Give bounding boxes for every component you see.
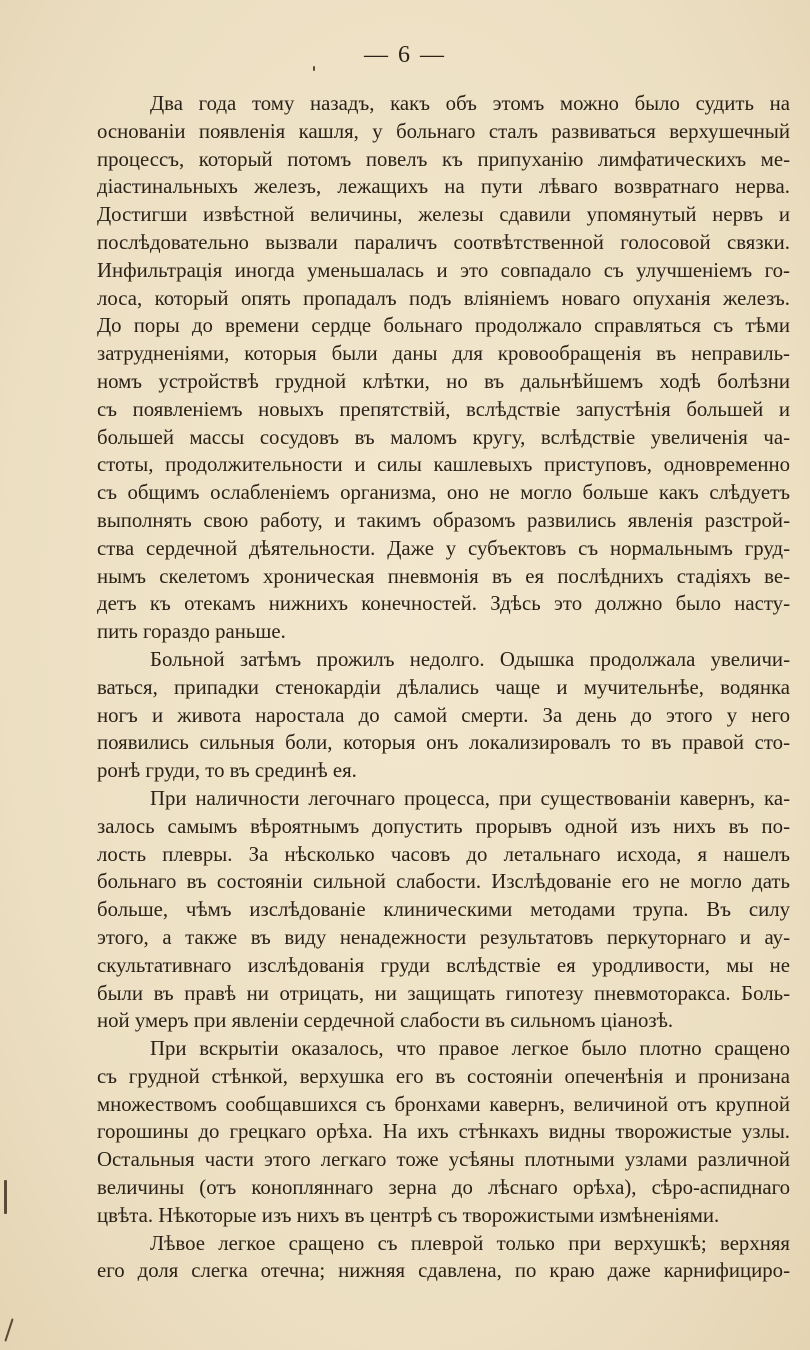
text-line: процессъ, который потомъ повелъ къ припуханію лимфатическихъ ме- bbox=[97, 147, 790, 171]
text-line: съ общимъ ослабленіемъ организма, оно не могло больше какъ слѣдуетъ bbox=[97, 481, 790, 505]
text-line: большей массы сосудовъ въ маломъ кругу, вслѣдствіе увеличенія ча- bbox=[97, 425, 790, 449]
text-line: больше, чѣмъ изслѣдованіе клиническими методами трупа. Въ силу bbox=[97, 898, 790, 922]
text-line: послѣдовательно вызвали параличъ соотвѣтственной голосовой связки. bbox=[97, 230, 790, 254]
text-line: лость плевры. За нѣсколько часовъ до летальнаго исхода, я нашелъ bbox=[97, 842, 790, 866]
text-line: пить гораздо раньше. bbox=[97, 620, 286, 644]
text-line: выполнять свою работу, и такимъ образомъ развились явленія разстрой- bbox=[97, 508, 790, 532]
text-line: основаніи появленія кашля, у больнаго сталъ развиваться верхушечный bbox=[97, 119, 790, 143]
text-line: Инфильтрація иногда уменьшалась и это совпадало съ улучшеніемъ го- bbox=[97, 258, 790, 282]
text-line: стоты, продолжительности и силы кашлевыхъ приступовъ, одновременно bbox=[97, 453, 790, 477]
text-line: залось самымъ вѣроятнымъ допустить прорывъ одной изъ нихъ въ по- bbox=[97, 814, 790, 838]
text-line: ногъ и живота наростала до самой смерти. За день до этого у него bbox=[97, 703, 790, 727]
paragraph-first-line: Больной затѣмъ прожилъ недолго. Одышка продолжала увеличи- bbox=[150, 647, 790, 671]
text-line: горошины до грецкаго орѣха. На ихъ стѣнкахъ видны творожистые узлы. bbox=[97, 1120, 790, 1144]
text-line: ной умеръ при явленіи сердечной слабости въ сильномъ ціанозѣ. bbox=[97, 1009, 674, 1033]
text-line: скультативнаго изслѣдованія груди вслѣдствіе ея уродливости, мы не bbox=[97, 953, 790, 977]
text-line: нымъ скелетомъ хроническая пневмонія въ ея послѣднихъ стадіяхъ ве- bbox=[97, 564, 790, 588]
text-line: были въ правѣ ни отрицать, ни защищать гипотезу пневмоторакса. Боль- bbox=[97, 981, 790, 1005]
text-line: ваться, припадки стенокардіи дѣлались чаще и мучительнѣе, водянка bbox=[97, 675, 790, 699]
paragraph-first-line: При наличности легочнаго процесса, при существованіи кавернъ, ка- bbox=[150, 786, 790, 810]
text-line: цвѣта. Нѣкоторые изъ нихъ въ центрѣ съ творожистыми измѣненіями. bbox=[97, 1203, 720, 1227]
paragraph-first-line: При вскрытіи оказалось, что правое легкое было плотно сращено bbox=[150, 1037, 790, 1061]
paragraph-first-line: Два года тому назадъ, какъ объ этомъ можно было судить на bbox=[150, 92, 790, 115]
text-line: его доля слегка отечна; нижняя сдавлена, по краю даже карнифициро- bbox=[97, 1259, 790, 1283]
text-line: затрудненіями, которыя были даны для кровообращенія въ неправиль- bbox=[97, 342, 790, 366]
text-line: появились сильныя боли, которыя онъ локализировалъ то въ правой сто- bbox=[97, 731, 790, 755]
margin-mark bbox=[4, 1318, 13, 1341]
text-line: съ грудной стѣнкой, верхушка его въ состояніи опеченѣнія и пронизана bbox=[97, 1064, 790, 1088]
text-line: съ появленіемъ новыхъ препятствій, вслѣдствіе запустѣнія большей и bbox=[97, 397, 790, 421]
text-line: Достигши извѣстной величины, железы сдавили упомянутый нервъ и bbox=[97, 203, 790, 227]
text-line: ства сердечной дѣятельности. Даже у субъектовъ съ нормальнымъ груд- bbox=[97, 536, 790, 560]
margin-mark bbox=[4, 1180, 7, 1214]
text-line: Остальныя части этого легкаго тоже усѣяны плотными узлами различной bbox=[97, 1148, 790, 1172]
text-line: ронѣ груди, то въ срединѣ ея. bbox=[97, 759, 357, 783]
text-line: До поры до времени сердце больнаго продолжало справляться съ тѣми bbox=[97, 314, 790, 338]
text-line: этого, а также въ виду ненадежности результатовъ перкуторнаго и ау- bbox=[97, 925, 790, 949]
text-line: номъ устройствѣ грудной клѣтки, но въ дальнѣйшемъ ходѣ болѣзни bbox=[97, 369, 790, 393]
page-number: — 6 — bbox=[364, 42, 446, 68]
text-line: величины (отъ конопляннаго зерна до лѣснаго орѣха), сѣро-аспиднаго bbox=[97, 1176, 790, 1200]
text-line: діастинальныхъ железъ, лежащихъ на пути лѣваго возвратнаго нерва. bbox=[97, 175, 790, 199]
text-line: множествомъ сообщавшихся съ бронхами кавернъ, величиной отъ крупной bbox=[97, 1092, 790, 1116]
text-line: больнаго въ состояніи сильной слабости. Изслѣдованіе его не могло дать bbox=[97, 870, 790, 894]
text-line: детъ къ отекамъ нижнихъ конечностей. Здѣсь это должно было насту- bbox=[97, 592, 790, 616]
margin-mark bbox=[313, 66, 315, 71]
body-text bbox=[97, 90, 790, 1285]
paragraph-first-line: Лѣвое легкое сращено съ плеврой только при верхушкѣ; верхняя bbox=[150, 1231, 790, 1255]
text-line: лоса, который опять пропадалъ подъ вліяніемъ новаго опуханія железъ. bbox=[97, 286, 790, 310]
